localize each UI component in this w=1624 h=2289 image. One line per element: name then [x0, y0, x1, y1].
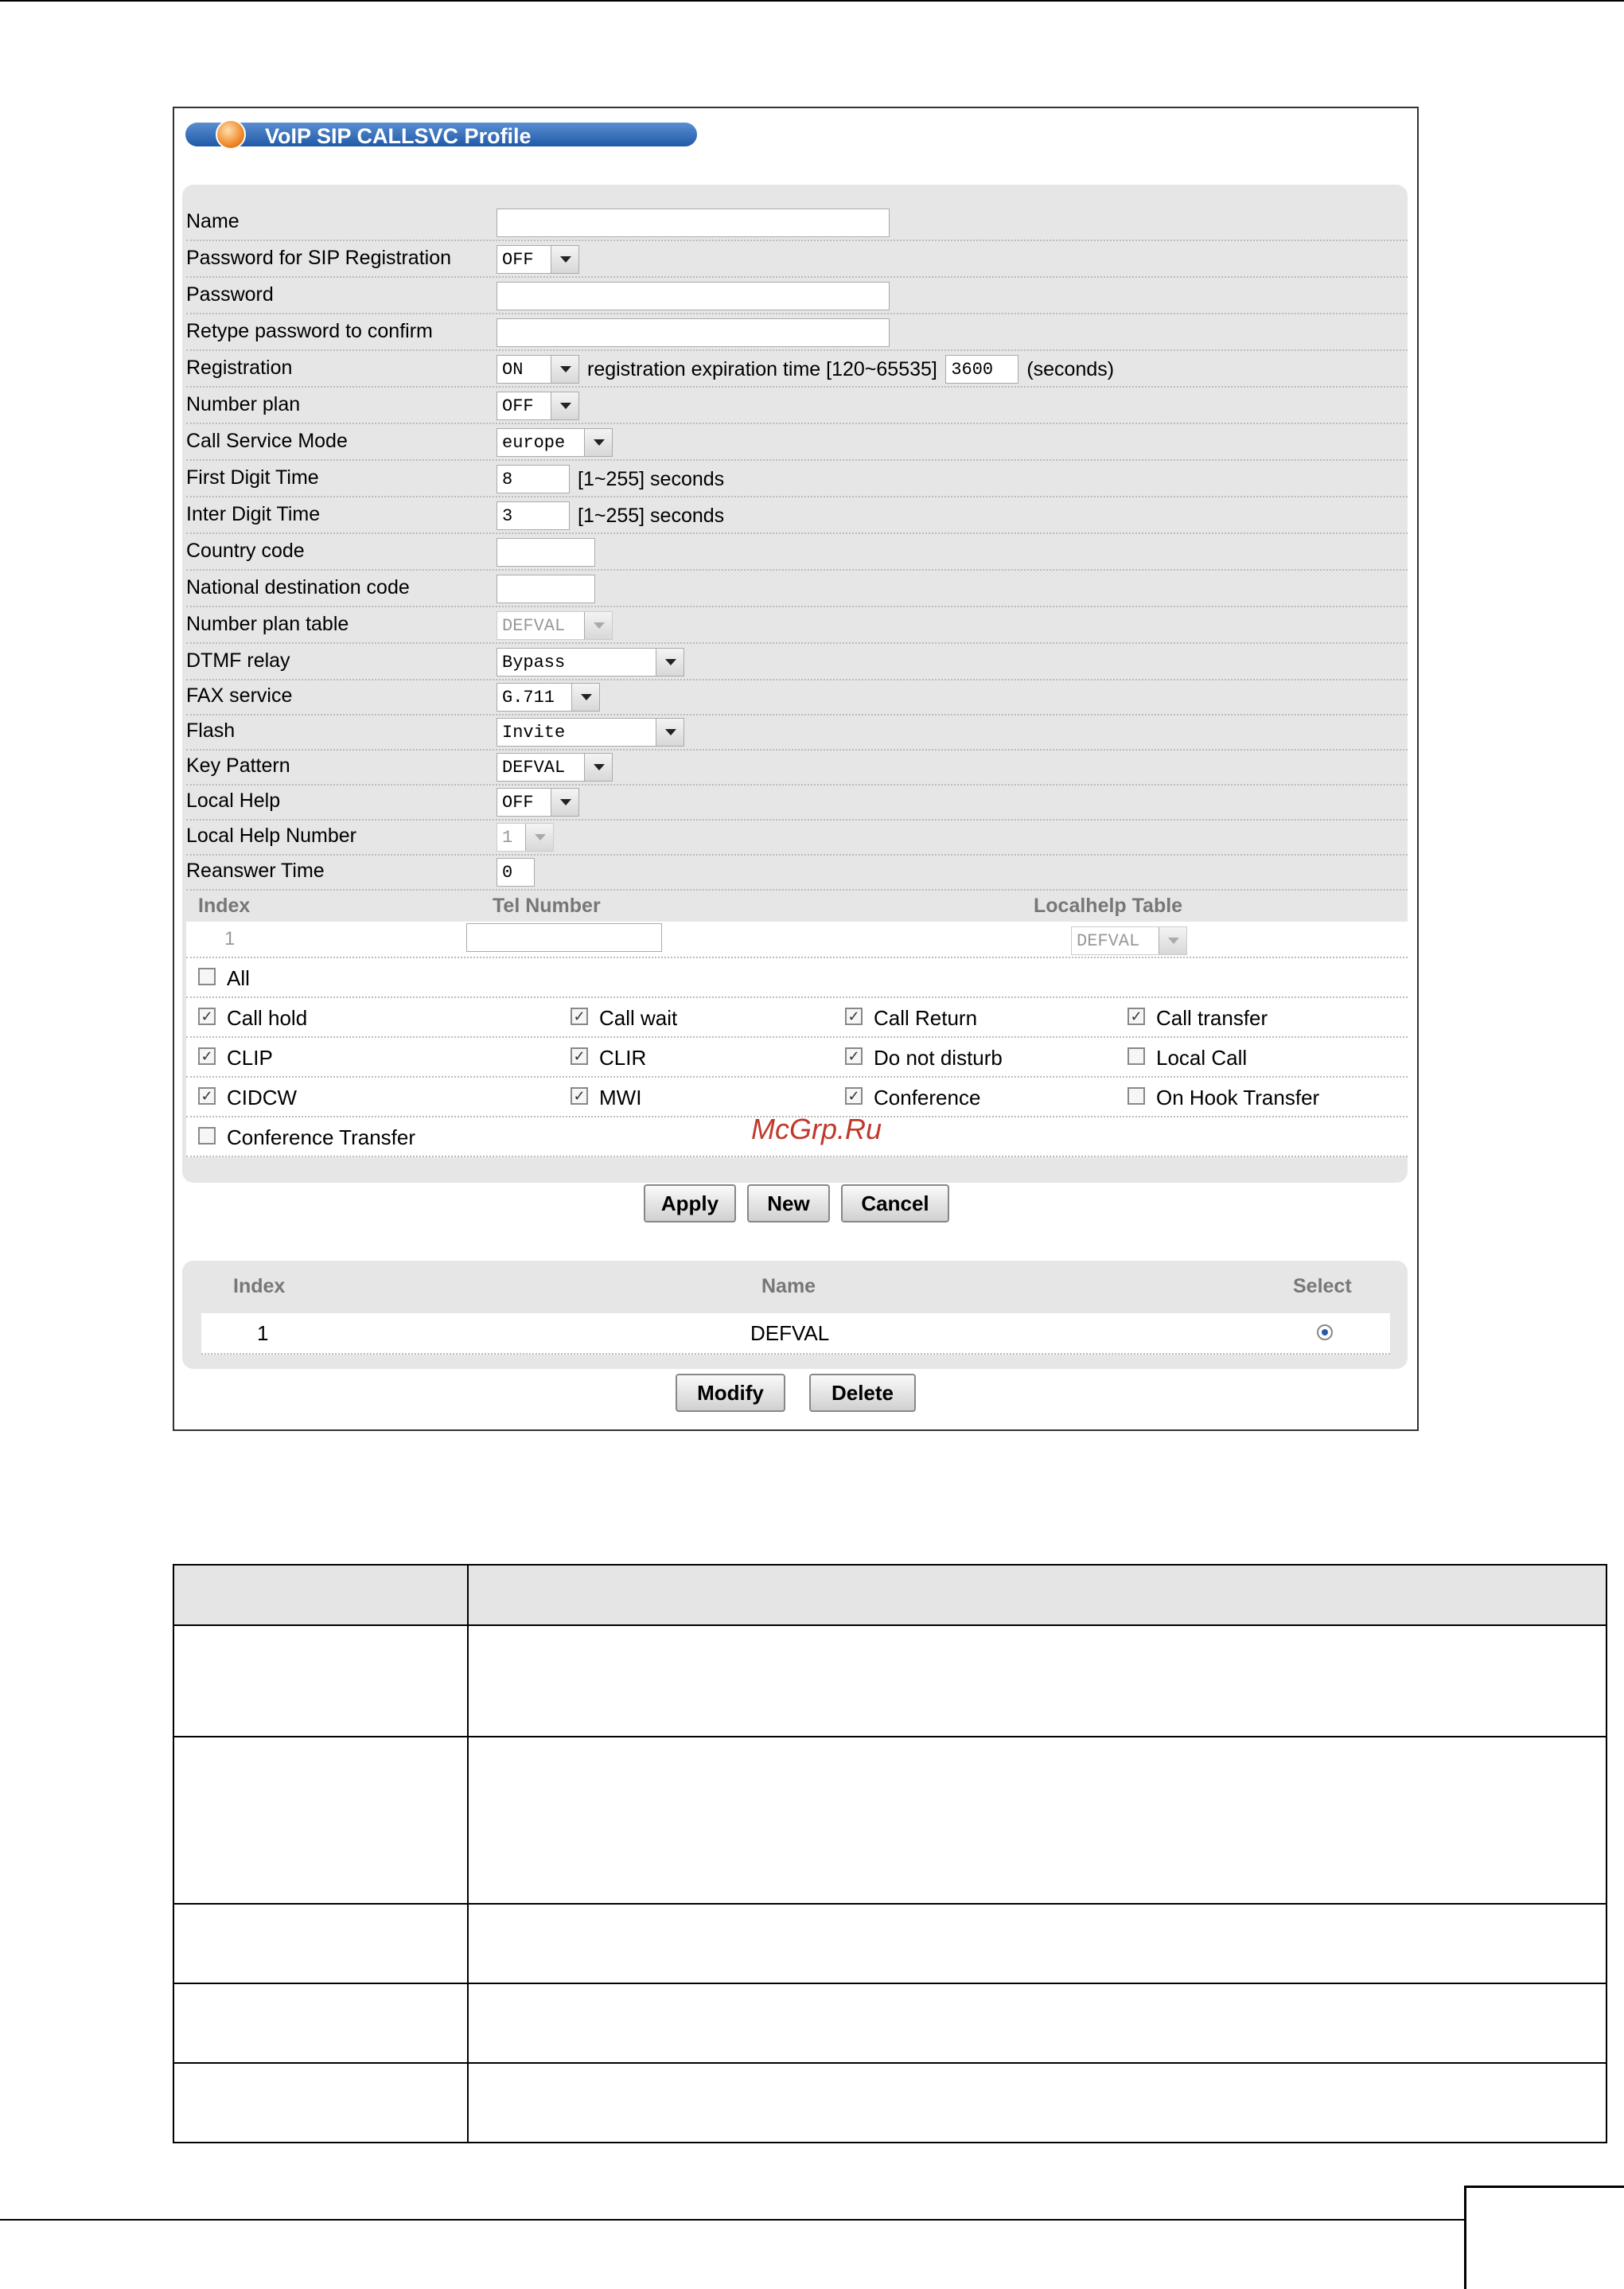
localhelp-row: [186, 922, 1408, 958]
password-label: Password: [186, 283, 274, 306]
row-fax-service: [186, 678, 1408, 716]
checkbox-icon: ✓: [845, 1047, 863, 1065]
number-plan-table-select[interactable]: DEFVAL: [497, 611, 613, 640]
local-help-select[interactable]: OFF: [497, 788, 579, 817]
local-help-number-label: Local Help Number: [186, 825, 356, 847]
new-button[interactable]: New: [747, 1184, 830, 1222]
localhelp-tel-header: Tel Number: [493, 895, 601, 917]
local-call-checkbox[interactable]: Local Call: [1127, 1046, 1247, 1070]
chevron-down-icon: [551, 356, 578, 383]
password-input[interactable]: [497, 282, 890, 310]
row-local-help-number: [186, 818, 1408, 856]
first-digit-time-label: First Digit Time: [186, 466, 319, 489]
localhelp-index-header: Index: [198, 895, 251, 917]
row-key-pattern: [186, 748, 1408, 786]
row-sip-password: [186, 240, 1408, 278]
inter-digit-time-input[interactable]: 3: [497, 501, 570, 530]
mwi-checkbox[interactable]: ✓ MWI: [571, 1086, 641, 1110]
table-row: [173, 1983, 1606, 2063]
row-registration: [186, 350, 1408, 388]
registration-select[interactable]: ON: [497, 355, 579, 384]
checkbox-icon: ✓: [845, 1008, 863, 1025]
fax-service-label: FAX service: [186, 684, 293, 707]
row-number-plan-table: [186, 606, 1408, 644]
clir-checkbox[interactable]: ✓ CLIR: [571, 1046, 646, 1070]
checkbox-icon: ✓: [198, 1087, 216, 1105]
row-inter-digit-time: [186, 497, 1408, 534]
row-password: [186, 277, 1408, 314]
table-row: [173, 1625, 1606, 1737]
checkbox-icon: ✓: [571, 1087, 588, 1105]
first-digit-time-hint: [1~255] seconds: [578, 468, 725, 490]
call-service-mode-select[interactable]: europe: [497, 428, 613, 457]
checkbox-icon: ✓: [198, 1047, 216, 1065]
retype-password-input[interactable]: [497, 318, 890, 347]
checkbox-row-3: [186, 1078, 1408, 1117]
checkbox-row-4: [186, 1113, 1408, 1157]
key-pattern-label: Key Pattern: [186, 755, 290, 777]
table-row: [173, 1737, 1606, 1904]
checkbox-row-1: [186, 998, 1408, 1038]
profile-index: 1: [257, 1321, 269, 1345]
call-wait-checkbox[interactable]: ✓ Call wait: [571, 1006, 677, 1031]
chevron-down-icon: [656, 719, 683, 746]
cidcw-checkbox[interactable]: ✓ CIDCW: [198, 1086, 297, 1110]
row-retype-password: [186, 314, 1408, 351]
cancel-button[interactable]: Cancel: [841, 1184, 949, 1222]
checkbox-icon: ✓: [571, 1008, 588, 1025]
sip-password-label: Password for SIP Registration: [186, 247, 452, 269]
do-not-disturb-checkbox[interactable]: ✓ Do not disturb: [845, 1046, 1003, 1070]
page-number-box: [1464, 2186, 1624, 2289]
call-transfer-checkbox[interactable]: ✓ Call transfer: [1127, 1006, 1268, 1031]
checkbox-icon: [198, 968, 216, 985]
fax-service-select[interactable]: G.711: [497, 683, 600, 712]
chevron-down-icon: [525, 824, 553, 851]
number-plan-select[interactable]: OFF: [497, 392, 579, 420]
watermark: McGrp.Ru: [751, 1113, 882, 1145]
localhelp-index: 1: [224, 928, 236, 950]
chevron-down-icon: [551, 789, 578, 816]
flash-label: Flash: [186, 719, 236, 742]
checkbox-icon: [198, 1127, 216, 1144]
retype-password-label: Retype password to confirm: [186, 320, 433, 342]
chevron-down-icon: [584, 429, 612, 456]
profiles-name-header: Name: [761, 1275, 816, 1297]
table-row: [173, 1904, 1606, 1983]
country-code-input[interactable]: [497, 538, 595, 567]
call-service-mode-label: Call Service Mode: [186, 430, 348, 452]
name-label: Name: [186, 210, 240, 232]
checkbox-icon: [1127, 1087, 1145, 1105]
registration-label: Registration: [186, 357, 293, 379]
sip-password-select[interactable]: OFF: [497, 245, 579, 274]
expiry-text: registration expiration time [120~65535]: [587, 358, 937, 380]
local-help-number-select[interactable]: 1: [497, 823, 554, 852]
on-hook-transfer-checkbox[interactable]: On Hook Transfer: [1127, 1086, 1319, 1110]
checkbox-row-2: [186, 1038, 1408, 1078]
chevron-down-icon: [551, 392, 578, 419]
row-flash: [186, 713, 1408, 751]
profile-select-radio[interactable]: [1317, 1324, 1333, 1340]
dtmf-relay-label: DTMF relay: [186, 649, 290, 672]
checkbox-icon: ✓: [571, 1047, 588, 1065]
first-digit-time-input[interactable]: 8: [497, 465, 570, 493]
orb-icon: [216, 119, 246, 150]
row-country-code: [186, 533, 1408, 571]
row-number-plan: [186, 387, 1408, 424]
chevron-down-icon: [656, 649, 683, 676]
key-pattern-select[interactable]: DEFVAL: [497, 753, 613, 782]
reanswer-time-label: Reanswer Time: [186, 860, 325, 882]
row-call-service-mode: [186, 423, 1408, 461]
table-header-row: [173, 1565, 1606, 1625]
inter-digit-time-hint: [1~255] seconds: [578, 505, 725, 527]
call-return-checkbox[interactable]: ✓ Call Return: [845, 1006, 977, 1031]
table-row: [201, 1313, 1390, 1355]
profiles-index-header: Index: [233, 1275, 286, 1297]
expiry-unit: (seconds): [1026, 358, 1115, 380]
delete-button[interactable]: Delete: [809, 1374, 916, 1412]
screenshot-frame: [173, 107, 1419, 1431]
conference-transfer-checkbox[interactable]: Conference Transfer: [198, 1125, 415, 1150]
flash-select[interactable]: Invite: [497, 718, 684, 747]
inter-digit-time-label: Inter Digit Time: [186, 503, 321, 525]
page-title: VoIP SIP CALLSVC Profile: [265, 124, 532, 148]
chevron-down-icon: [584, 754, 612, 781]
chevron-down-icon: [584, 612, 612, 639]
conference-checkbox[interactable]: ✓ Conference: [845, 1086, 980, 1110]
checkbox-icon: ✓: [1127, 1008, 1145, 1025]
modify-button[interactable]: Modify: [676, 1374, 785, 1412]
country-code-label: Country code: [186, 540, 305, 562]
description-table: [173, 1564, 1607, 2143]
chevron-down-icon: [571, 684, 599, 711]
checkbox-icon: ✓: [845, 1087, 863, 1105]
call-hold-checkbox[interactable]: ✓ Call hold: [198, 1006, 307, 1031]
tel-number-input[interactable]: [466, 923, 662, 952]
name-input[interactable]: [497, 209, 890, 237]
radio-dot-icon: [1322, 1329, 1328, 1336]
localhelp-table-header: Localhelp Table: [1034, 895, 1183, 917]
chevron-down-icon: [1159, 927, 1186, 954]
national-destination-code-label: National destination code: [186, 576, 410, 599]
title-bar: [185, 123, 697, 146]
all-checkbox[interactable]: All: [198, 966, 250, 991]
chevron-down-icon: [551, 246, 578, 273]
header-rule: [0, 0, 1624, 2]
local-help-label: Local Help: [186, 790, 281, 812]
number-plan-label: Number plan: [186, 393, 301, 415]
row-name: [186, 204, 1408, 241]
checkbox-icon: [1127, 1047, 1145, 1065]
apply-button[interactable]: Apply: [644, 1184, 736, 1222]
number-plan-table-label: Number plan table: [186, 613, 349, 635]
localhelp-table-select[interactable]: DEFVAL: [1071, 926, 1187, 955]
checkbox-icon: ✓: [198, 1008, 216, 1025]
national-destination-code-input[interactable]: [497, 575, 595, 603]
footer-rule: [0, 2219, 1464, 2221]
row-local-help: [186, 783, 1408, 821]
checkbox-row-all: [186, 958, 1408, 998]
row-reanswer-time: [186, 853, 1408, 891]
reanswer-time-input[interactable]: 0: [497, 858, 535, 887]
row-first-digit-time: [186, 460, 1408, 497]
table-row: [173, 2063, 1606, 2143]
profiles-select-header: Select: [1293, 1275, 1352, 1297]
profile-name: DEFVAL: [750, 1321, 830, 1345]
dtmf-relay-select[interactable]: Bypass: [497, 648, 684, 677]
row-dtmf-relay: [186, 643, 1408, 680]
row-national-destination-code: [186, 570, 1408, 607]
clip-checkbox[interactable]: ✓ CLIP: [198, 1046, 273, 1070]
expiry-input[interactable]: 3600: [945, 355, 1018, 384]
